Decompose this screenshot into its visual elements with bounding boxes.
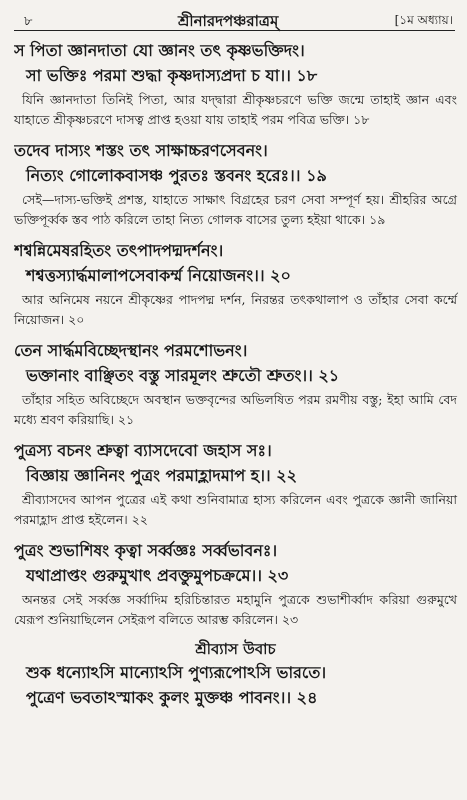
verse-line: শশ্বন্নিমেষরহিতং তৎপাদপদ্মদর্শনং। — [14, 241, 224, 260]
verse-line: পুত্রং শুভাশিষং কৃত্বা সর্ব্বজ্ঞঃ সর্ব্বভাবনঃ। — [14, 541, 278, 560]
verse-line: তেন সার্দ্ধমবিচ্ছেদস্থানং পরমশোভনং। — [14, 341, 248, 360]
verse-line: স পিতা জ্ঞানদাতা যো জ্ঞানং তৎ কৃষ্ণভক্তিদং। — [14, 41, 305, 60]
verse-line: ভক্তানাং বাঞ্ছিতং বস্তু সারমূলং শ্রুতৌ শ্রুতং।। ২১ — [26, 366, 340, 385]
verse-23 — [14, 538, 457, 588]
verse-line: সা ভক্তিঃ পরমা শুদ্ধা কৃষ্ণদাস্যপ্রদা চ যা।। ১৮ — [26, 66, 318, 85]
verse-21 — [14, 338, 457, 388]
translation-19: সেই—দাস্য-ভক্তিই প্রশস্ত, যাহাতে সাক্ষাৎ বিগ্রহের চরণ সেবা সম্পূর্ণ হয়। শ্রীহরির অগ্রে ভক্তিপূর্ব্বক স্তব পাঠ করিলে তাহা নিত্য গোলক বাসের তুল্য হইয়া থাকে। ১৯ — [14, 192, 457, 227]
verse-line: পুত্রেণ ভবতাঽস্মাকং কুলং মুক্তঞ্চ পাবনং।। ২৪ — [26, 688, 318, 707]
page-header — [14, 8, 455, 30]
page-content — [14, 38, 457, 710]
verse-24 — [14, 660, 457, 710]
verse-19 — [14, 138, 457, 188]
chapter-tag: [১ম অধ্যায়। — [394, 13, 453, 27]
verse-line: তদেব দাস্যং শস্তং তৎ সাক্ষাচ্চরণসেবনং। — [14, 141, 268, 160]
verse-22 — [14, 438, 457, 488]
translation-22: শ্রীব্যাসদেব আপন পুত্রের এই কথা শুনিবামাত্র হাস্য করিলেন এবং পুত্রকে জ্ঞানী জানিয়া পরমাহ্লাদ প্রাপ্ত হইলেন। ২২ — [14, 492, 457, 527]
translation-20: আর অনিমেষ নয়নে শ্রীকৃষ্ণের পাদপদ্ম দর্শন, নিরন্তর তৎকথালাপ ও তাঁহার সেবা কর্ম্মে নিয়োজন। ২০ — [14, 292, 457, 327]
verse-18 — [14, 38, 457, 88]
verse-line: শশ্বত্তস্যার্দ্ধমালাপসেবাকর্ম্ম নিয়োজনং।। ২০ — [26, 266, 291, 285]
verse-line: শুক ধন্যোঽসি মান্যোঽসি পুণ্যরূপোঽসি ভারতে। — [26, 663, 327, 682]
verse-line: পুত্রস্য বচনং শ্রুত্বা ব্যাসদেবো জহাস সঃ। — [14, 441, 272, 460]
verse-line: বিজ্ঞায় জ্ঞানিনং পুত্রং পরমাহ্লাদমাপ হ।। ২২ — [26, 466, 298, 485]
verse-line: নিত্যং গোলোকবাসঞ্চ পুরতঃ স্তবনং হরেঃ।। ১৯ — [26, 166, 327, 185]
running-title: শ্রীনারদপঞ্চরাত্রম্ — [178, 12, 279, 30]
translation-18: যিনি জ্ঞানদাতা তিনিই পিতা, আর যদ্দ্বারা শ্রীকৃষ্ণচরণে ভক্তি জন্মে তাহাই জ্ঞান এবং যাহাতে শ্রীকৃষ্ণচরণে দাসত্ব প্রাপ্ত হওয়া যায় তাহাই পরম পবিত্র ভক্তি। ১৮ — [14, 92, 457, 127]
header-rule — [14, 30, 455, 31]
translation-23: অনন্তর সেই সর্ব্বজ্ঞ সর্ব্বাদিম হরিচিন্তারত মহামুনি পুত্রকে শুভাশীর্ব্বাদ করিয়া গুরুমুখে যেরূপ শুনিয়াছিলেন সেইরূপ বলিতে আরম্ভ করিলেন। ২৩ — [14, 592, 457, 627]
translation-21: তাঁহার সহিত অবিচ্ছেদে অবস্থান ভক্তবৃন্দের অভিলষিত পরম রমণীয় বস্তু; ইহা আমি বেদ মধ্যে শ্রবণ করিয়াছি। ২১ — [14, 392, 457, 427]
page-number: ৮ — [24, 14, 33, 29]
verse-20 — [14, 238, 457, 288]
speaker-heading: শ্রীব্যাস উবাচ — [195, 640, 276, 658]
verse-line: যথাপ্রাপ্তং গুরুমুখাৎ প্রবক্তুমুপচক্রমে।। ২৩ — [26, 566, 289, 585]
